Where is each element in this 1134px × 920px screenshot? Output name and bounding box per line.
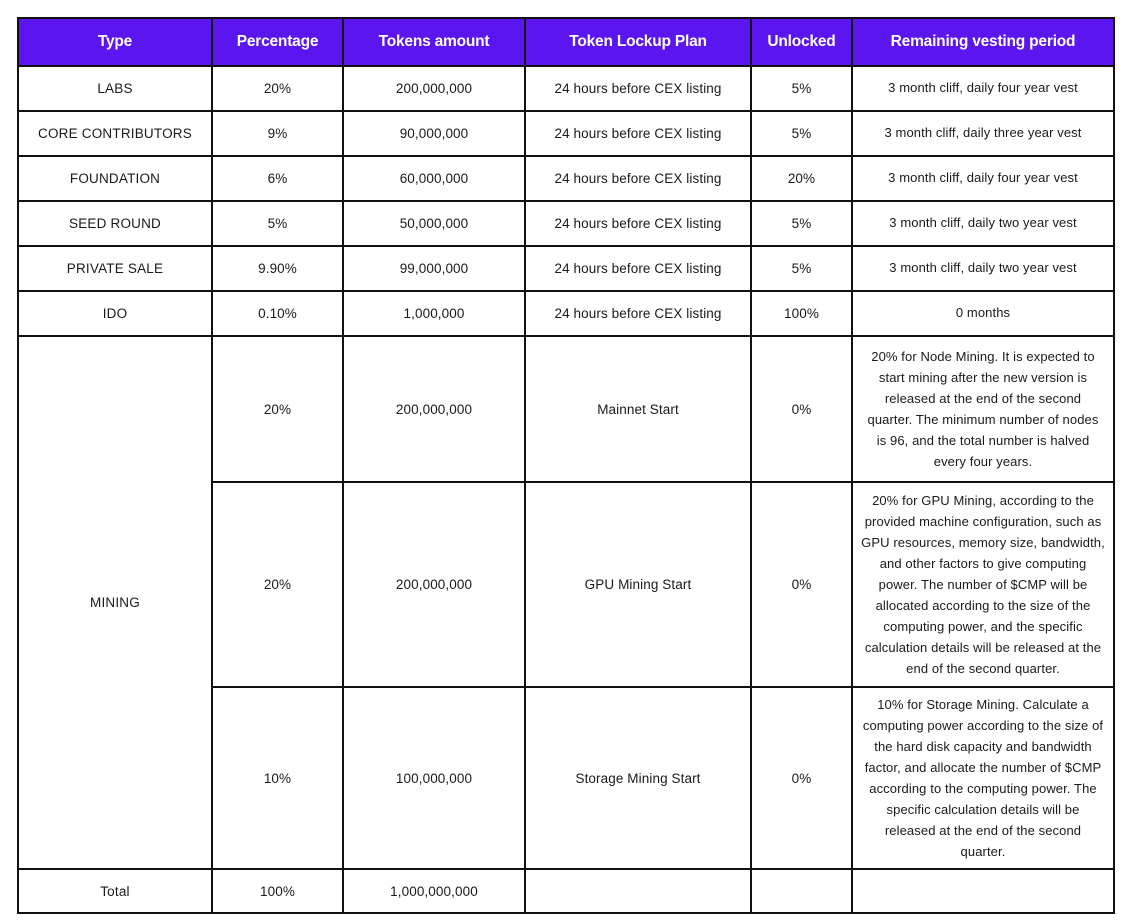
table-row-total <box>18 869 1114 913</box>
cell-percentage: 0.10% <box>212 291 343 336</box>
cell-plan: 24 hours before CEX listing <box>525 246 751 291</box>
column-header-vesting: Remaining vesting period <box>852 18 1114 66</box>
cell-unlocked: 0% <box>751 687 852 869</box>
cell-vesting: 3 month cliff, daily two year vest <box>852 246 1114 291</box>
cell-type: FOUNDATION <box>18 156 212 201</box>
cell-percentage: 6% <box>212 156 343 201</box>
cell-unlocked: 5% <box>751 201 852 246</box>
cell-unlocked: 0% <box>751 482 852 687</box>
cell-percentage: 10% <box>212 687 343 869</box>
cell-percentage: 20% <box>212 336 343 482</box>
cell-percentage: 20% <box>212 482 343 687</box>
table-row <box>18 246 1114 291</box>
cell-unlocked: 5% <box>751 66 852 111</box>
cell-tokens: 200,000,000 <box>343 336 525 482</box>
cell-plan: Storage Mining Start <box>525 687 751 869</box>
cell-type: CORE CONTRIBUTORS <box>18 111 212 156</box>
table-row <box>18 66 1114 111</box>
cell-tokens: 200,000,000 <box>343 482 525 687</box>
cell-percentage: 5% <box>212 201 343 246</box>
table-header <box>18 18 1114 66</box>
cell-plan: 24 hours before CEX listing <box>525 111 751 156</box>
cell-vesting: 3 month cliff, daily four year vest <box>852 66 1114 111</box>
cell-type: SEED ROUND <box>18 201 212 246</box>
cell-tokens: 90,000,000 <box>343 111 525 156</box>
table-body <box>18 66 1114 913</box>
cell-plan: 24 hours before CEX listing <box>525 66 751 111</box>
cell-vesting-total <box>852 869 1114 913</box>
cell-tokens: 50,000,000 <box>343 201 525 246</box>
cell-vesting: 20% for GPU Mining, according to the provided machine configuration, such as GPU resources, memory size, bandwidth, and other factors to give computing power. The number of $CMP will be allocated according to the size of the computing power, and the specific calculation details will be released at the end of the second quarter. <box>852 482 1114 687</box>
cell-tokens: 200,000,000 <box>343 66 525 111</box>
column-header-percentage: Percentage <box>212 18 343 66</box>
cell-percentage: 9% <box>212 111 343 156</box>
cell-vesting: 10% for Storage Mining. Calculate a computing power according to the size of the hard disk capacity and bandwidth factor, and allocate the number of $CMP according to the computing power. The specific calculation details will be released at the end of the second quarter. <box>852 687 1114 869</box>
column-header-type: Type <box>18 18 212 66</box>
column-header-tokens: Tokens amount <box>343 18 525 66</box>
column-header-plan: Token Lockup Plan <box>525 18 751 66</box>
cell-tokens: 100,000,000 <box>343 687 525 869</box>
cell-plan: 24 hours before CEX listing <box>525 156 751 201</box>
cell-tokens: 99,000,000 <box>343 246 525 291</box>
cell-unlocked: 5% <box>751 246 852 291</box>
cell-percentage: 9.90% <box>212 246 343 291</box>
cell-percentage: 20% <box>212 66 343 111</box>
cell-plan: GPU Mining Start <box>525 482 751 687</box>
cell-plan: 24 hours before CEX listing <box>525 201 751 246</box>
cell-tokens: 1,000,000 <box>343 291 525 336</box>
cell-unlocked: 20% <box>751 156 852 201</box>
cell-vesting: 20% for Node Mining. It is expected to start mining after the new version is released at the end of the second quarter. The minimum number of nodes is 96, and the total number is halved every four years. <box>852 336 1114 482</box>
cell-percentage-total: 100% <box>212 869 343 913</box>
cell-vesting: 3 month cliff, daily four year vest <box>852 156 1114 201</box>
cell-vesting: 3 month cliff, daily two year vest <box>852 201 1114 246</box>
cell-plan: 24 hours before CEX listing <box>525 291 751 336</box>
cell-plan: Mainnet Start <box>525 336 751 482</box>
table-row <box>18 111 1114 156</box>
cell-vesting: 3 month cliff, daily three year vest <box>852 111 1114 156</box>
cell-unlocked: 0% <box>751 336 852 482</box>
cell-type-total: Total <box>18 869 212 913</box>
table-row <box>18 201 1114 246</box>
cell-unlocked-total <box>751 869 852 913</box>
cell-tokens-total: 1,000,000,000 <box>343 869 525 913</box>
table-row-mining <box>18 336 1114 482</box>
cell-vesting: 0 months <box>852 291 1114 336</box>
table-row <box>18 156 1114 201</box>
cell-tokens: 60,000,000 <box>343 156 525 201</box>
table-row <box>18 291 1114 336</box>
header-row <box>18 18 1114 66</box>
cell-type: LABS <box>18 66 212 111</box>
cell-type-mining: MINING <box>18 336 212 869</box>
cell-type: IDO <box>18 291 212 336</box>
cell-unlocked: 100% <box>751 291 852 336</box>
cell-type: PRIVATE SALE <box>18 246 212 291</box>
cell-plan-total <box>525 869 751 913</box>
cell-unlocked: 5% <box>751 111 852 156</box>
tokenomics-table <box>17 17 1115 914</box>
column-header-unlocked: Unlocked <box>751 18 852 66</box>
